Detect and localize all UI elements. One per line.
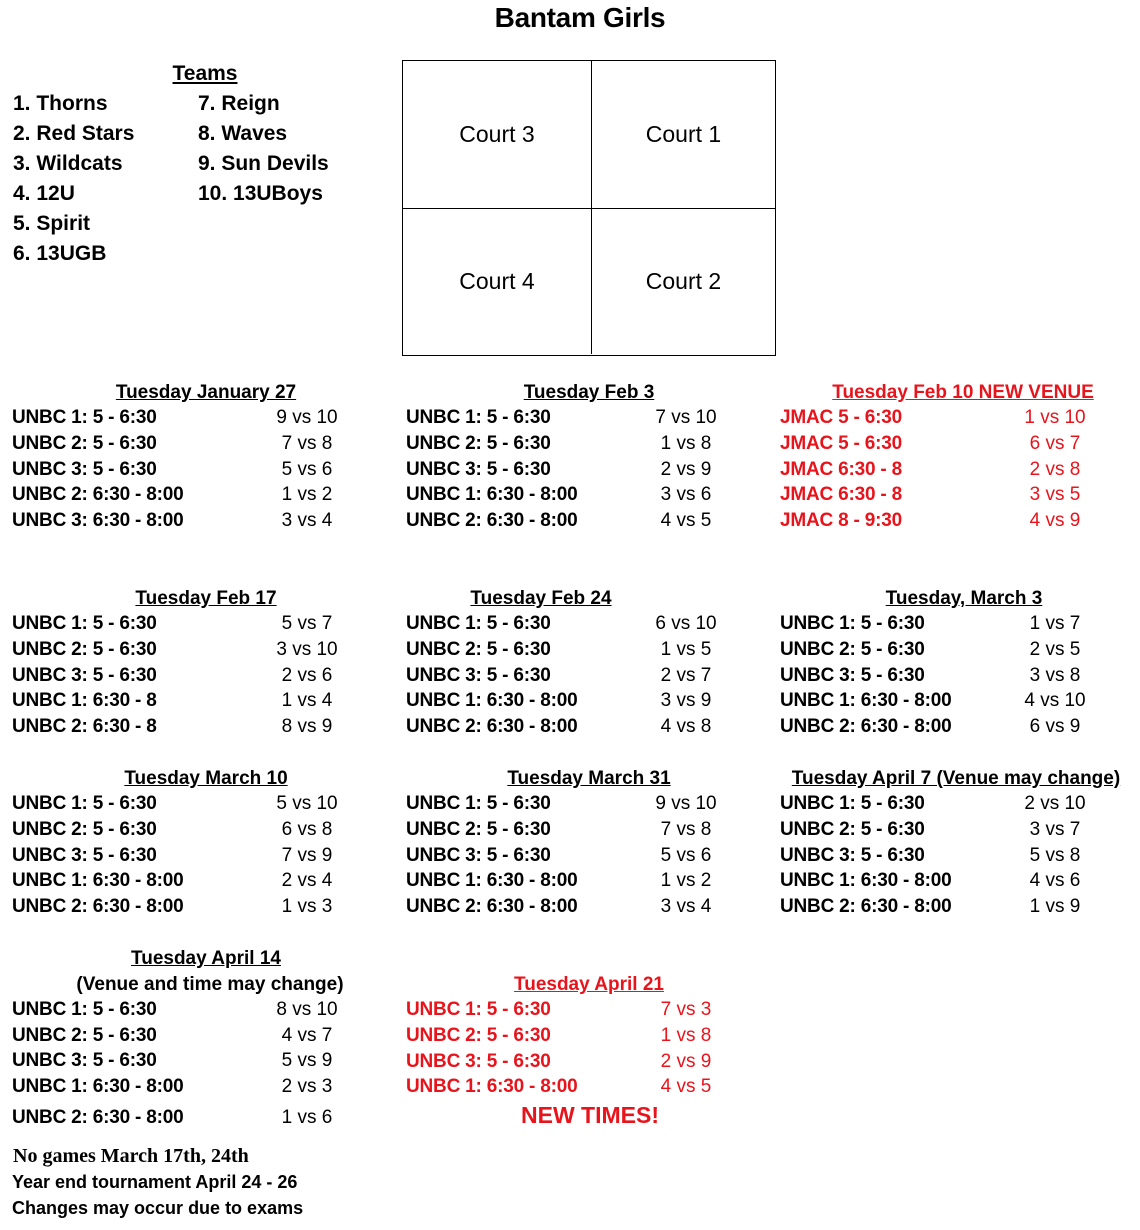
game-match: 4 vs 10: [1024, 690, 1086, 711]
game-time: UNBC 2: 5 - 6:30: [406, 819, 551, 840]
game-time: UNBC 3: 5 - 6:30: [12, 665, 157, 686]
game-time: UNBC 2: 5 - 6:30: [12, 1025, 157, 1046]
game-time: UNBC 1: 6:30 - 8:00: [406, 870, 578, 891]
schedule-subtitle: (Venue and time may change): [76, 974, 344, 995]
game-time: JMAC 5 - 6:30: [780, 407, 902, 428]
new-times-notice: NEW TIMES!: [521, 1102, 659, 1128]
game-time: UNBC 1: 6:30 - 8:00: [406, 1076, 578, 1097]
game-match: 4 vs 7: [281, 1025, 333, 1046]
game-match: 9 vs 10: [655, 793, 717, 814]
court-3: Court 3: [403, 61, 592, 209]
note-no-games: No games March 17th, 24th: [13, 1145, 249, 1167]
game-match: 6 vs 7: [1029, 433, 1081, 454]
game-match: 2 vs 10: [1024, 793, 1086, 814]
game-time: UNBC 2: 6:30 - 8:00: [12, 484, 184, 505]
game-match: 2 vs 3: [281, 1076, 333, 1097]
court-1: Court 1: [592, 61, 775, 209]
schedule-date: Tuesday March 31: [507, 768, 671, 789]
game-time: UNBC 2: 6:30 - 8:00: [406, 896, 578, 917]
note-changes: Changes may occur due to exams: [12, 1198, 304, 1218]
game-match: 1 vs 2: [660, 870, 712, 891]
game-match: 2 vs 9: [660, 1051, 712, 1072]
game-match: 5 vs 9: [281, 1050, 333, 1071]
game-match: 2 vs 7: [660, 665, 712, 686]
game-match: 2 vs 5: [1029, 639, 1081, 660]
game-match: 5 vs 8: [1029, 845, 1081, 866]
game-match: 5 vs 7: [281, 613, 333, 634]
team-item: 9. Sun Devils: [198, 152, 329, 175]
game-match: 8 vs 9: [281, 716, 333, 737]
game-match: 4 vs 5: [660, 510, 712, 531]
team-item: 6. 13UGB: [13, 242, 107, 265]
court-4: Court 4: [403, 209, 592, 354]
game-time: UNBC 3: 6:30 - 8:00: [12, 510, 184, 531]
game-time: JMAC 6:30 - 8: [780, 459, 902, 480]
game-match: 1 vs 5: [660, 639, 712, 660]
game-time: UNBC 1: 5 - 6:30: [406, 407, 551, 428]
game-match: 3 vs 10: [276, 639, 338, 660]
game-time: JMAC 5 - 6:30: [780, 433, 902, 454]
game-match: 7 vs 10: [655, 407, 717, 428]
game-match: 2 vs 6: [281, 665, 333, 686]
game-time: UNBC 1: 5 - 6:30: [12, 407, 157, 428]
game-time: UNBC 1: 5 - 6:30: [12, 999, 157, 1020]
game-time: UNBC 1: 5 - 6:30: [12, 793, 157, 814]
schedule-date: Tuesday Feb 24: [470, 588, 612, 609]
game-time: UNBC 3: 5 - 6:30: [780, 845, 925, 866]
team-item: 10. 13UBoys: [198, 182, 323, 205]
schedule-date: Tuesday Feb 3: [523, 382, 655, 403]
team-item: 1. Thorns: [13, 92, 108, 115]
game-match: 2 vs 4: [281, 870, 333, 891]
game-time: UNBC 1: 6:30 - 8:00: [12, 870, 184, 891]
game-time: UNBC 2: 5 - 6:30: [780, 639, 925, 660]
teams-column-left: [13, 89, 134, 269]
game-time: UNBC 3: 5 - 6:30: [12, 1050, 157, 1071]
court-2: Court 2: [645, 268, 722, 294]
schedule-date: Tuesday April 14: [131, 948, 281, 969]
game-match: 1 vs 7: [1029, 613, 1081, 634]
game-time: JMAC 6:30 - 8: [780, 484, 902, 505]
game-time: UNBC 3: 5 - 6:30: [12, 459, 157, 480]
game-match: 1 vs 4: [281, 690, 333, 711]
game-time: UNBC 2: 6:30 - 8:00: [12, 896, 184, 917]
game-match: 4 vs 9: [1029, 510, 1081, 531]
game-time: UNBC 3: 5 - 6:30: [406, 459, 551, 480]
game-time: UNBC 3: 5 - 6:30: [406, 665, 551, 686]
game-time: UNBC 2: 5 - 6:30: [406, 639, 551, 660]
note-tournament: Year end tournament April 24 - 26: [12, 1172, 298, 1192]
game-time: UNBC 2: 6:30 - 8:00: [780, 716, 952, 737]
game-match: 1 vs 8: [660, 433, 712, 454]
game-match: 3 vs 9: [660, 690, 712, 711]
schedule-date: Tuesday January 27: [115, 382, 297, 403]
game-time: JMAC 8 - 9:30: [780, 510, 902, 531]
schedule-date: Tuesday Feb 17: [135, 588, 277, 609]
team-item: 2. Red Stars: [13, 122, 135, 145]
page-title: Bantam Girls: [494, 2, 666, 33]
game-time: UNBC 2: 6:30 - 8: [12, 716, 157, 737]
game-match: 2 vs 8: [1029, 459, 1081, 480]
game-time: UNBC 2: 6:30 - 8:00: [12, 1107, 184, 1128]
game-match: 4 vs 6: [1029, 870, 1081, 891]
game-match: 1 vs 2: [281, 484, 333, 505]
game-match: 7 vs 3: [660, 999, 712, 1020]
game-time: UNBC 3: 5 - 6:30: [406, 845, 551, 866]
game-time: UNBC 1: 5 - 6:30: [406, 999, 551, 1020]
game-match: 5 vs 10: [276, 793, 338, 814]
game-match: 4 vs 8: [660, 716, 712, 737]
team-item: 7. Reign: [198, 92, 280, 115]
game-time: UNBC 3: 5 - 6:30: [780, 665, 925, 686]
game-match: 3 vs 5: [1029, 484, 1081, 505]
team-item: 3. Wildcats: [13, 152, 123, 175]
schedule-date: Tuesday Feb 10 NEW VENUE: [832, 382, 1094, 403]
game-match: 7 vs 8: [660, 819, 712, 840]
game-time: UNBC 3: 5 - 6:30: [12, 845, 157, 866]
game-time: UNBC 1: 5 - 6:30: [406, 613, 551, 634]
game-time: UNBC 1: 6:30 - 8:00: [780, 870, 952, 891]
teams-heading: Teams: [172, 62, 238, 85]
game-match: 1 vs 3: [281, 896, 333, 917]
court-diagram: [402, 60, 776, 356]
game-time: UNBC 2: 6:30 - 8:00: [406, 510, 578, 531]
game-match: 6 vs 9: [1029, 716, 1081, 737]
schedule-date: Tuesday March 10: [124, 768, 288, 789]
game-time: UNBC 1: 5 - 6:30: [12, 613, 157, 634]
game-match: 1 vs 8: [660, 1025, 712, 1046]
game-match: 9 vs 10: [276, 407, 338, 428]
game-time: UNBC 2: 5 - 6:30: [406, 1025, 551, 1046]
game-time: UNBC 1: 6:30 - 8: [12, 690, 157, 711]
game-match: 3 vs 4: [281, 510, 333, 531]
game-time: UNBC 1: 6:30 - 8:00: [406, 690, 578, 711]
game-time: UNBC 2: 5 - 6:30: [12, 639, 157, 660]
game-match: 7 vs 8: [281, 433, 333, 454]
game-match: 6 vs 8: [281, 819, 333, 840]
game-time: UNBC 1: 5 - 6:30: [780, 793, 925, 814]
game-match: 5 vs 6: [660, 845, 712, 866]
game-time: UNBC 1: 5 - 6:30: [780, 613, 925, 634]
game-time: UNBC 2: 6:30 - 8:00: [406, 716, 578, 737]
game-time: UNBC 2: 6:30 - 8:00: [780, 896, 952, 917]
game-time: UNBC 2: 5 - 6:30: [780, 819, 925, 840]
game-match: 7 vs 9: [281, 845, 333, 866]
game-match: 3 vs 8: [1029, 665, 1081, 686]
game-match: 3 vs 7: [1029, 819, 1081, 840]
game-time: UNBC 2: 5 - 6:30: [12, 819, 157, 840]
schedule-date: Tuesday April 21: [514, 974, 664, 995]
schedule-date: Tuesday April 7 (Venue may change): [791, 768, 1121, 789]
schedule-date: Tuesday, March 3: [885, 588, 1043, 609]
game-time: UNBC 2: 5 - 6:30: [12, 433, 157, 454]
game-match: 1 vs 9: [1029, 896, 1081, 917]
game-match: 1 vs 6: [281, 1107, 333, 1128]
game-match: 5 vs 6: [281, 459, 333, 480]
game-time: UNBC 1: 6:30 - 8:00: [12, 1076, 184, 1097]
teams-column-right: [198, 89, 329, 209]
game-match: 3 vs 4: [660, 896, 712, 917]
game-match: 2 vs 9: [660, 459, 712, 480]
team-item: 4. 12U: [13, 182, 75, 205]
team-item: 5. Spirit: [13, 212, 91, 235]
game-match: 3 vs 6: [660, 484, 712, 505]
game-match: 6 vs 10: [655, 613, 717, 634]
game-time: UNBC 1: 6:30 - 8:00: [780, 690, 952, 711]
game-time: UNBC 1: 6:30 - 8:00: [406, 484, 578, 505]
game-time: UNBC 3: 5 - 6:30: [406, 1051, 551, 1072]
game-time: UNBC 1: 5 - 6:30: [406, 793, 551, 814]
game-match: 1 vs 10: [1024, 407, 1086, 428]
game-match: 8 vs 10: [276, 999, 338, 1020]
team-item: 8. Waves: [198, 122, 288, 145]
game-time: UNBC 2: 5 - 6:30: [406, 433, 551, 454]
game-match: 4 vs 5: [660, 1076, 712, 1097]
